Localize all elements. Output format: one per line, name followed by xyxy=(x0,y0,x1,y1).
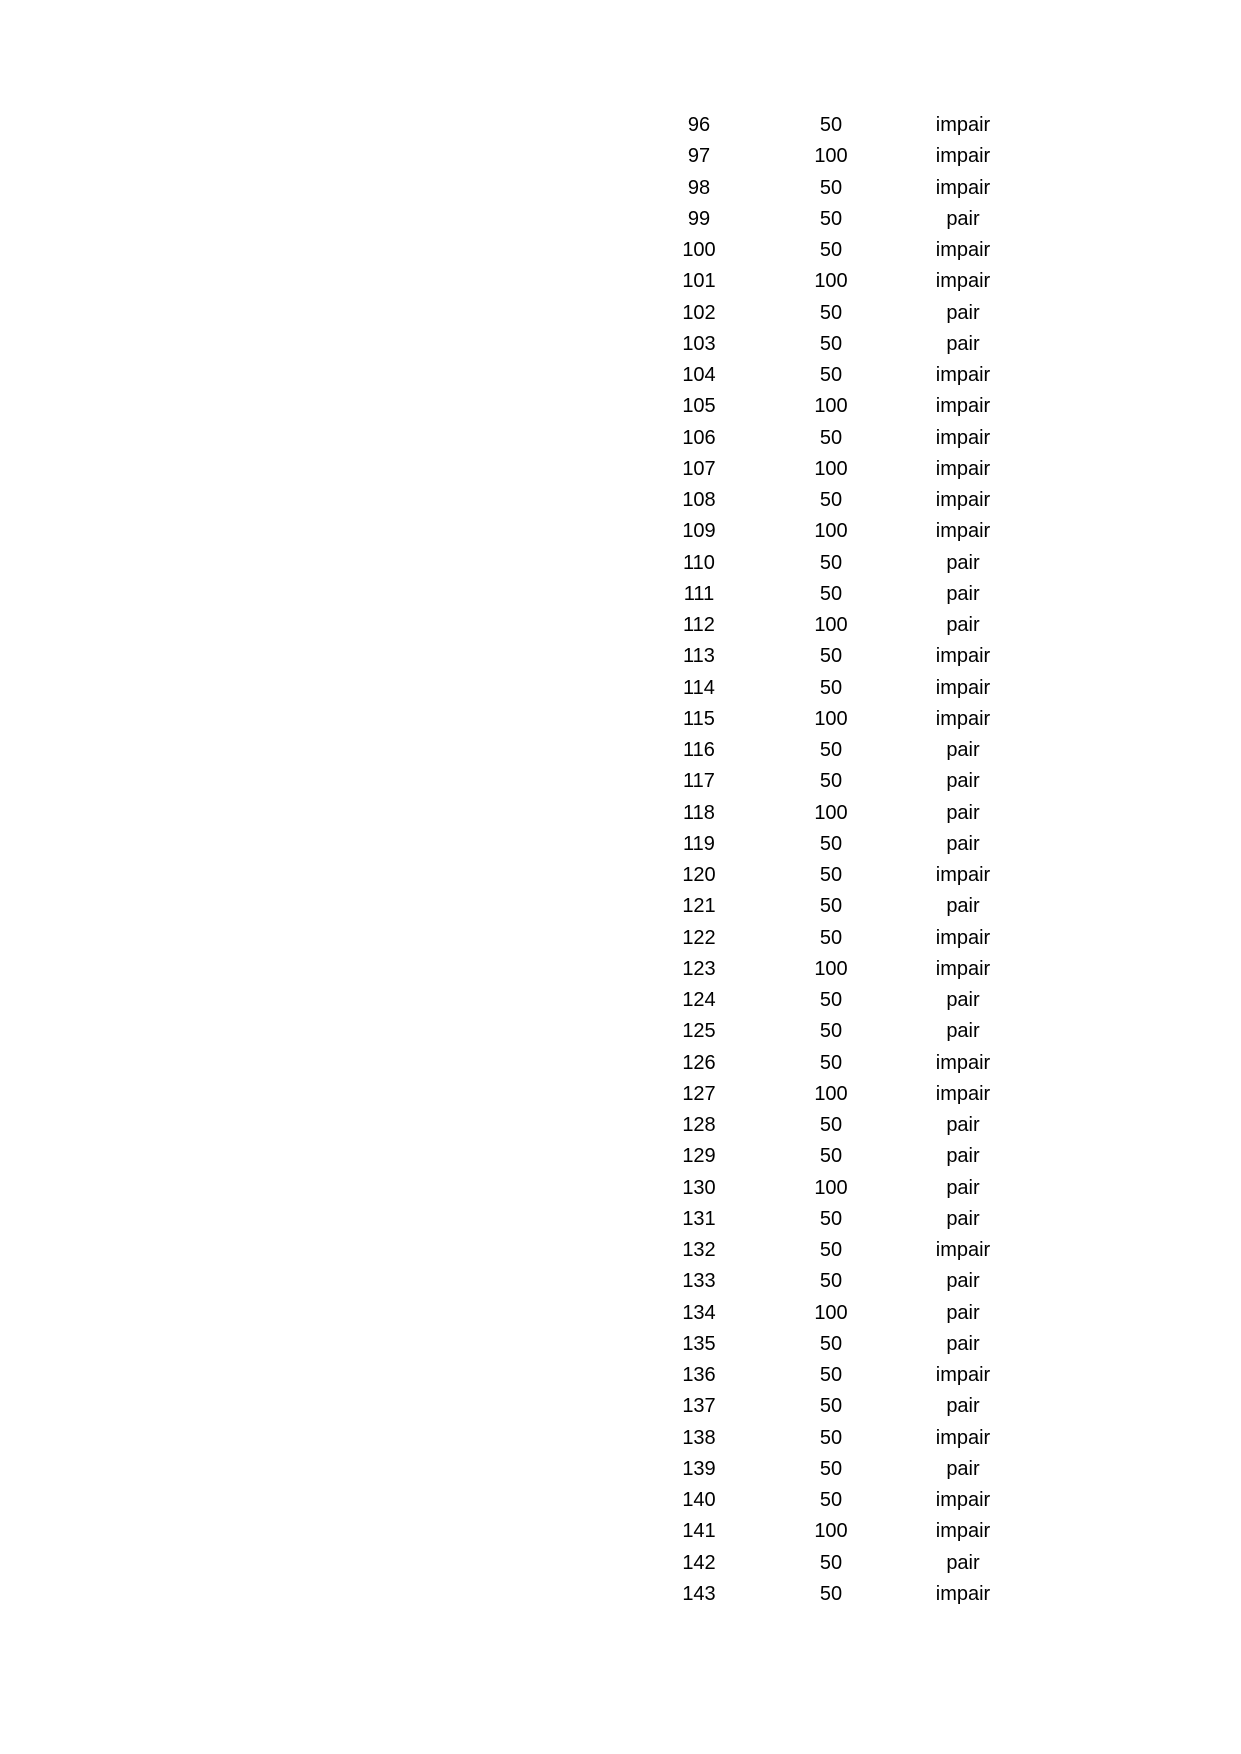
table-row xyxy=(634,579,1028,610)
cell-value: 50 xyxy=(819,1020,843,1043)
table-row xyxy=(634,423,1028,454)
cell-parity: impair xyxy=(935,145,991,168)
table-row xyxy=(634,173,1028,204)
table-row xyxy=(634,860,1028,891)
cell-parity: pair xyxy=(946,301,980,324)
cell-parity: impair xyxy=(935,864,991,886)
cell-id: 141 xyxy=(682,1520,716,1543)
cell-parity: pair xyxy=(946,551,980,574)
table-row xyxy=(634,954,1028,985)
cell-value: 100 xyxy=(814,395,848,418)
cell-id: 133 xyxy=(682,1270,716,1293)
cell-value: 100 xyxy=(814,520,848,543)
table-row xyxy=(634,548,1028,579)
cell-id: 138 xyxy=(682,1426,716,1449)
table-row xyxy=(634,360,1028,391)
cell-parity: pair xyxy=(946,582,980,605)
cell-value: 50 xyxy=(819,1395,843,1418)
table-row xyxy=(634,485,1028,516)
table-row xyxy=(634,235,1028,266)
cell-id: 142 xyxy=(682,1551,716,1574)
table-row xyxy=(634,829,1028,860)
cell-value: 100 xyxy=(814,1520,848,1543)
cell-value: 100 xyxy=(814,457,848,480)
cell-value: 100 xyxy=(814,801,848,824)
cell-parity: impair xyxy=(935,114,991,136)
cell-parity: pair xyxy=(946,1176,980,1199)
cell-parity: impair xyxy=(935,676,991,699)
cell-value: 100 xyxy=(814,1082,848,1105)
cell-parity: pair xyxy=(946,1270,980,1293)
cell-value: 50 xyxy=(819,1551,843,1574)
cell-id: 124 xyxy=(682,989,716,1011)
cell-id: 123 xyxy=(682,957,716,980)
cell-id: 111 xyxy=(683,582,715,605)
cell-id: 102 xyxy=(682,301,716,324)
cell-id: 128 xyxy=(682,1114,716,1136)
cell-value: 100 xyxy=(814,614,848,636)
cell-id: 134 xyxy=(682,1301,716,1324)
cell-value: 50 xyxy=(819,426,843,449)
cell-value: 50 xyxy=(819,301,843,324)
cell-id: 126 xyxy=(682,1051,716,1074)
cell-parity: pair xyxy=(946,1114,980,1136)
cell-id: 99 xyxy=(687,207,711,230)
cell-parity: pair xyxy=(946,801,980,824)
table-row xyxy=(634,1298,1028,1329)
cell-value: 50 xyxy=(819,676,843,699)
cell-value: 50 xyxy=(819,1457,843,1480)
cell-id: 132 xyxy=(682,1239,716,1261)
cell-id: 105 xyxy=(682,395,716,418)
table-row xyxy=(634,1016,1028,1047)
table-row xyxy=(634,204,1028,235)
cell-value: 50 xyxy=(819,551,843,574)
cell-parity: impair xyxy=(935,1582,991,1605)
table-row xyxy=(634,735,1028,766)
table-row xyxy=(634,1454,1028,1485)
cell-parity: impair xyxy=(935,239,991,261)
cell-id: 106 xyxy=(682,426,716,449)
cell-parity: impair xyxy=(935,1489,991,1511)
cell-value: 50 xyxy=(819,364,843,386)
table-row xyxy=(634,1360,1028,1391)
table-row xyxy=(634,329,1028,360)
cell-parity: impair xyxy=(935,457,991,480)
table-row xyxy=(634,391,1028,422)
cell-parity: impair xyxy=(935,176,991,199)
table-row xyxy=(634,1235,1028,1266)
cell-parity: pair xyxy=(946,739,980,761)
cell-id: 112 xyxy=(683,614,715,636)
cell-parity: pair xyxy=(946,770,980,793)
table-row xyxy=(634,298,1028,329)
cell-id: 120 xyxy=(682,864,716,886)
cell-parity: impair xyxy=(935,1051,991,1074)
cell-id: 107 xyxy=(682,457,716,480)
cell-id: 135 xyxy=(682,1332,716,1355)
cell-value: 50 xyxy=(819,1332,843,1355)
cell-parity: impair xyxy=(935,957,991,980)
cell-parity: impair xyxy=(935,1239,991,1261)
cell-value: 50 xyxy=(819,989,843,1011)
cell-value: 50 xyxy=(819,1270,843,1293)
cell-value: 50 xyxy=(819,582,843,605)
table-row xyxy=(634,1329,1028,1360)
cell-id: 98 xyxy=(687,176,711,199)
cell-parity: pair xyxy=(946,1020,980,1043)
cell-value: 50 xyxy=(819,895,843,918)
cell-value: 50 xyxy=(819,332,843,355)
cell-id: 113 xyxy=(683,645,715,668)
cell-value: 50 xyxy=(819,1426,843,1449)
cell-id: 96 xyxy=(687,114,711,136)
table-row xyxy=(634,1579,1028,1610)
cell-id: 108 xyxy=(682,489,716,511)
cell-value: 50 xyxy=(819,239,843,261)
table-row xyxy=(634,985,1028,1016)
cell-value: 50 xyxy=(819,176,843,199)
cell-id: 103 xyxy=(682,332,716,355)
table-row xyxy=(634,1391,1028,1422)
cell-parity: impair xyxy=(935,707,991,730)
cell-id: 100 xyxy=(682,239,716,261)
table-row xyxy=(634,704,1028,735)
cell-value: 100 xyxy=(814,957,848,980)
cell-value: 50 xyxy=(819,645,843,668)
table-row xyxy=(634,1485,1028,1516)
table-row xyxy=(634,923,1028,954)
table-row xyxy=(634,1423,1028,1454)
table-row xyxy=(634,454,1028,485)
cell-value: 100 xyxy=(814,1176,848,1199)
cell-id: 139 xyxy=(682,1457,716,1480)
cell-parity: impair xyxy=(935,426,991,449)
cell-value: 50 xyxy=(819,739,843,761)
cell-parity: pair xyxy=(946,1207,980,1230)
cell-value: 50 xyxy=(819,832,843,855)
cell-value: 100 xyxy=(814,145,848,168)
cell-value: 50 xyxy=(819,1145,843,1168)
cell-value: 50 xyxy=(819,1114,843,1136)
cell-value: 50 xyxy=(819,864,843,886)
cell-id: 109 xyxy=(682,520,716,543)
cell-id: 125 xyxy=(682,1020,716,1043)
table-row xyxy=(634,1048,1028,1079)
cell-parity: impair xyxy=(935,520,991,543)
cell-parity: impair xyxy=(935,1364,991,1386)
cell-parity: impair xyxy=(935,364,991,386)
cell-id: 119 xyxy=(683,832,715,855)
cell-parity: impair xyxy=(935,1520,991,1543)
cell-parity: pair xyxy=(946,989,980,1011)
cell-value: 100 xyxy=(814,1301,848,1324)
table-row xyxy=(634,266,1028,297)
cell-value: 50 xyxy=(819,489,843,511)
cell-value: 50 xyxy=(819,1489,843,1511)
table-row xyxy=(634,766,1028,797)
cell-id: 140 xyxy=(682,1489,716,1511)
cell-parity: pair xyxy=(946,895,980,918)
cell-id: 97 xyxy=(687,145,711,168)
table-row xyxy=(634,110,1028,141)
cell-id: 115 xyxy=(683,707,715,730)
table-row xyxy=(634,1516,1028,1547)
data-table xyxy=(634,110,1028,1610)
cell-id: 117 xyxy=(683,770,715,793)
cell-id: 127 xyxy=(682,1082,716,1105)
table-row xyxy=(634,610,1028,641)
cell-parity: impair xyxy=(935,1426,991,1449)
cell-parity: pair xyxy=(946,1332,980,1355)
cell-id: 129 xyxy=(682,1145,716,1168)
cell-parity: impair xyxy=(935,489,991,511)
table-row xyxy=(634,1141,1028,1172)
cell-parity: impair xyxy=(935,645,991,668)
table-row xyxy=(634,516,1028,547)
cell-value: 50 xyxy=(819,114,843,136)
table-row xyxy=(634,891,1028,922)
cell-parity: pair xyxy=(946,832,980,855)
cell-value: 50 xyxy=(819,1364,843,1386)
table-row xyxy=(634,1079,1028,1110)
cell-value: 50 xyxy=(819,1582,843,1605)
table-body xyxy=(634,110,1028,1610)
cell-value: 50 xyxy=(819,207,843,230)
cell-id: 143 xyxy=(682,1582,716,1605)
table-row xyxy=(634,641,1028,672)
cell-value: 50 xyxy=(819,926,843,949)
cell-id: 114 xyxy=(683,676,715,699)
cell-parity: pair xyxy=(946,1301,980,1324)
table-row xyxy=(634,1204,1028,1235)
table-row xyxy=(634,1266,1028,1297)
cell-value: 50 xyxy=(819,1051,843,1074)
cell-id: 121 xyxy=(682,895,716,918)
table-row xyxy=(634,1548,1028,1579)
cell-parity: impair xyxy=(935,1082,991,1105)
cell-parity: pair xyxy=(946,1551,980,1574)
cell-parity: pair xyxy=(946,1457,980,1480)
cell-parity: pair xyxy=(946,614,980,636)
table-row xyxy=(634,798,1028,829)
cell-value: 50 xyxy=(819,1207,843,1230)
cell-value: 100 xyxy=(814,270,848,293)
cell-parity: impair xyxy=(935,270,991,293)
cell-id: 116 xyxy=(683,739,715,761)
cell-parity: pair xyxy=(946,1395,980,1418)
cell-parity: impair xyxy=(935,926,991,949)
cell-id: 122 xyxy=(682,926,716,949)
cell-parity: impair xyxy=(935,395,991,418)
cell-parity: pair xyxy=(946,207,980,230)
cell-value: 50 xyxy=(819,1239,843,1261)
cell-id: 136 xyxy=(682,1364,716,1386)
table-row xyxy=(634,673,1028,704)
cell-id: 137 xyxy=(682,1395,716,1418)
table-row xyxy=(634,1110,1028,1141)
cell-parity: pair xyxy=(946,332,980,355)
cell-value: 100 xyxy=(814,707,848,730)
cell-id: 118 xyxy=(683,801,715,824)
cell-value: 50 xyxy=(819,770,843,793)
cell-id: 104 xyxy=(682,364,716,386)
cell-id: 130 xyxy=(682,1176,716,1199)
cell-id: 101 xyxy=(682,270,716,293)
table-row xyxy=(634,1173,1028,1204)
cell-parity: pair xyxy=(946,1145,980,1168)
table-row xyxy=(634,141,1028,172)
cell-id: 131 xyxy=(682,1207,716,1230)
cell-id: 110 xyxy=(683,551,715,574)
